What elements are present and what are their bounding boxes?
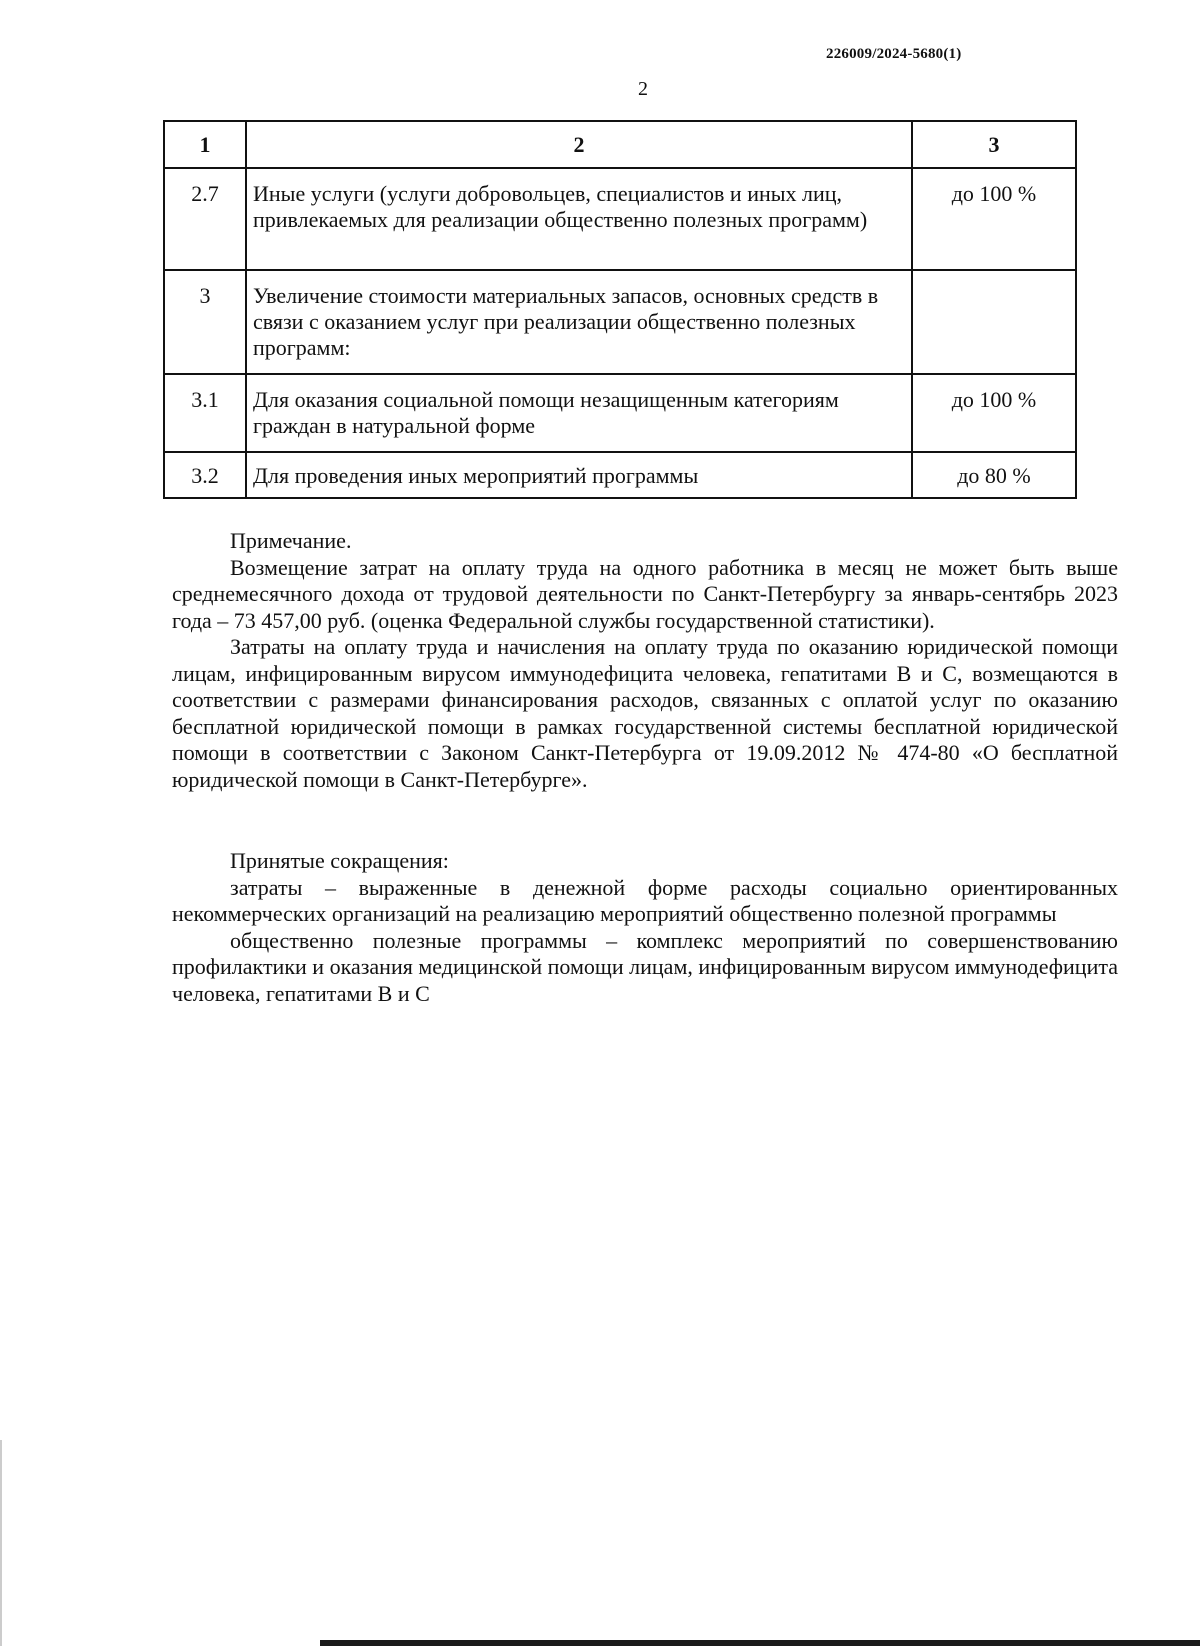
row-description: Увеличение стоимости материальных запасов, основных средств в связи с оказанием услуг при реализации общественно полезных программ: bbox=[246, 270, 912, 374]
abbreviations-title: Принятые сокращения: bbox=[230, 848, 449, 873]
row-description: Для проведения иных мероприятий программы bbox=[246, 452, 912, 498]
table-row bbox=[164, 452, 1076, 498]
table-row bbox=[164, 374, 1076, 452]
table-header-row bbox=[164, 121, 1076, 168]
row-value bbox=[912, 270, 1076, 374]
table-header-cell: 3 bbox=[912, 121, 1076, 168]
row-number: 2.7 bbox=[164, 168, 246, 270]
row-description: Для оказания социальной помощи незащищенным категориям граждан в натуральной форме bbox=[246, 374, 912, 452]
abbreviation-paragraph: общественно полезные программы – комплекс мероприятий по совершенствованию профилактики и оказания медицинской помощи лицам, инфицированным вирусом иммунодефицита человека, гепатитами В и С bbox=[172, 927, 1118, 1006]
page-number: 2 bbox=[638, 78, 648, 100]
abbreviation-paragraph: затраты – выраженные в денежной форме расходы социально ориентированных некоммерческих организаций на реализацию мероприятий общественно полезной программы bbox=[172, 874, 1118, 926]
row-number: 3.1 bbox=[164, 374, 246, 452]
row-value: до 100 % bbox=[912, 168, 1076, 270]
note-section bbox=[172, 528, 1118, 793]
row-number: 3.2 bbox=[164, 452, 246, 498]
table-header-cell: 1 bbox=[164, 121, 246, 168]
row-value: до 100 % bbox=[912, 374, 1076, 452]
note-paragraph: Возмещение затрат на оплату труда на одного работника в месяц не может быть выше среднемесячного дохода от трудовой деятельности по Санкт-Петербургу за январь-сентябрь 2023 года – 73 457,00 руб. (оценка Федеральной службы государственной статистики). bbox=[172, 554, 1118, 633]
table-header-cell: 2 bbox=[246, 121, 912, 168]
note-title: Примечание. bbox=[230, 528, 352, 553]
table-row bbox=[164, 168, 1076, 270]
document-id: 226009/2024-5680(1) bbox=[826, 46, 962, 62]
table-row bbox=[164, 270, 1076, 374]
scan-edge-left bbox=[0, 1440, 2, 1646]
note-paragraph: Затраты на оплату труда и начисления на оплату труда по оказанию юридической помощи лицам, инфицированным вирусом иммунодефицита человека, гепатитами В и С, возмещаются в соответствии с размерами финансирования расходов, связанных с оплатой услуг по оказанию бесплатной юридической помощи в рамках государственной системы бесплатной юридической помощи в соответствии с Законом Санкт-Петербурга от 19.09.2012 № 474-80 «О бесплатной юридической помощи в Санкт-Петербурге». bbox=[172, 634, 1118, 792]
scan-edge-bottom bbox=[320, 1640, 1200, 1646]
row-number: 3 bbox=[164, 270, 246, 374]
row-value: до 80 % bbox=[912, 452, 1076, 498]
expense-table bbox=[163, 120, 1077, 499]
row-description: Иные услуги (услуги добровольцев, специалистов и иных лиц, привлекаемых для реализации общественно полезных программ) bbox=[246, 168, 912, 270]
abbreviations-section bbox=[172, 848, 1118, 1007]
